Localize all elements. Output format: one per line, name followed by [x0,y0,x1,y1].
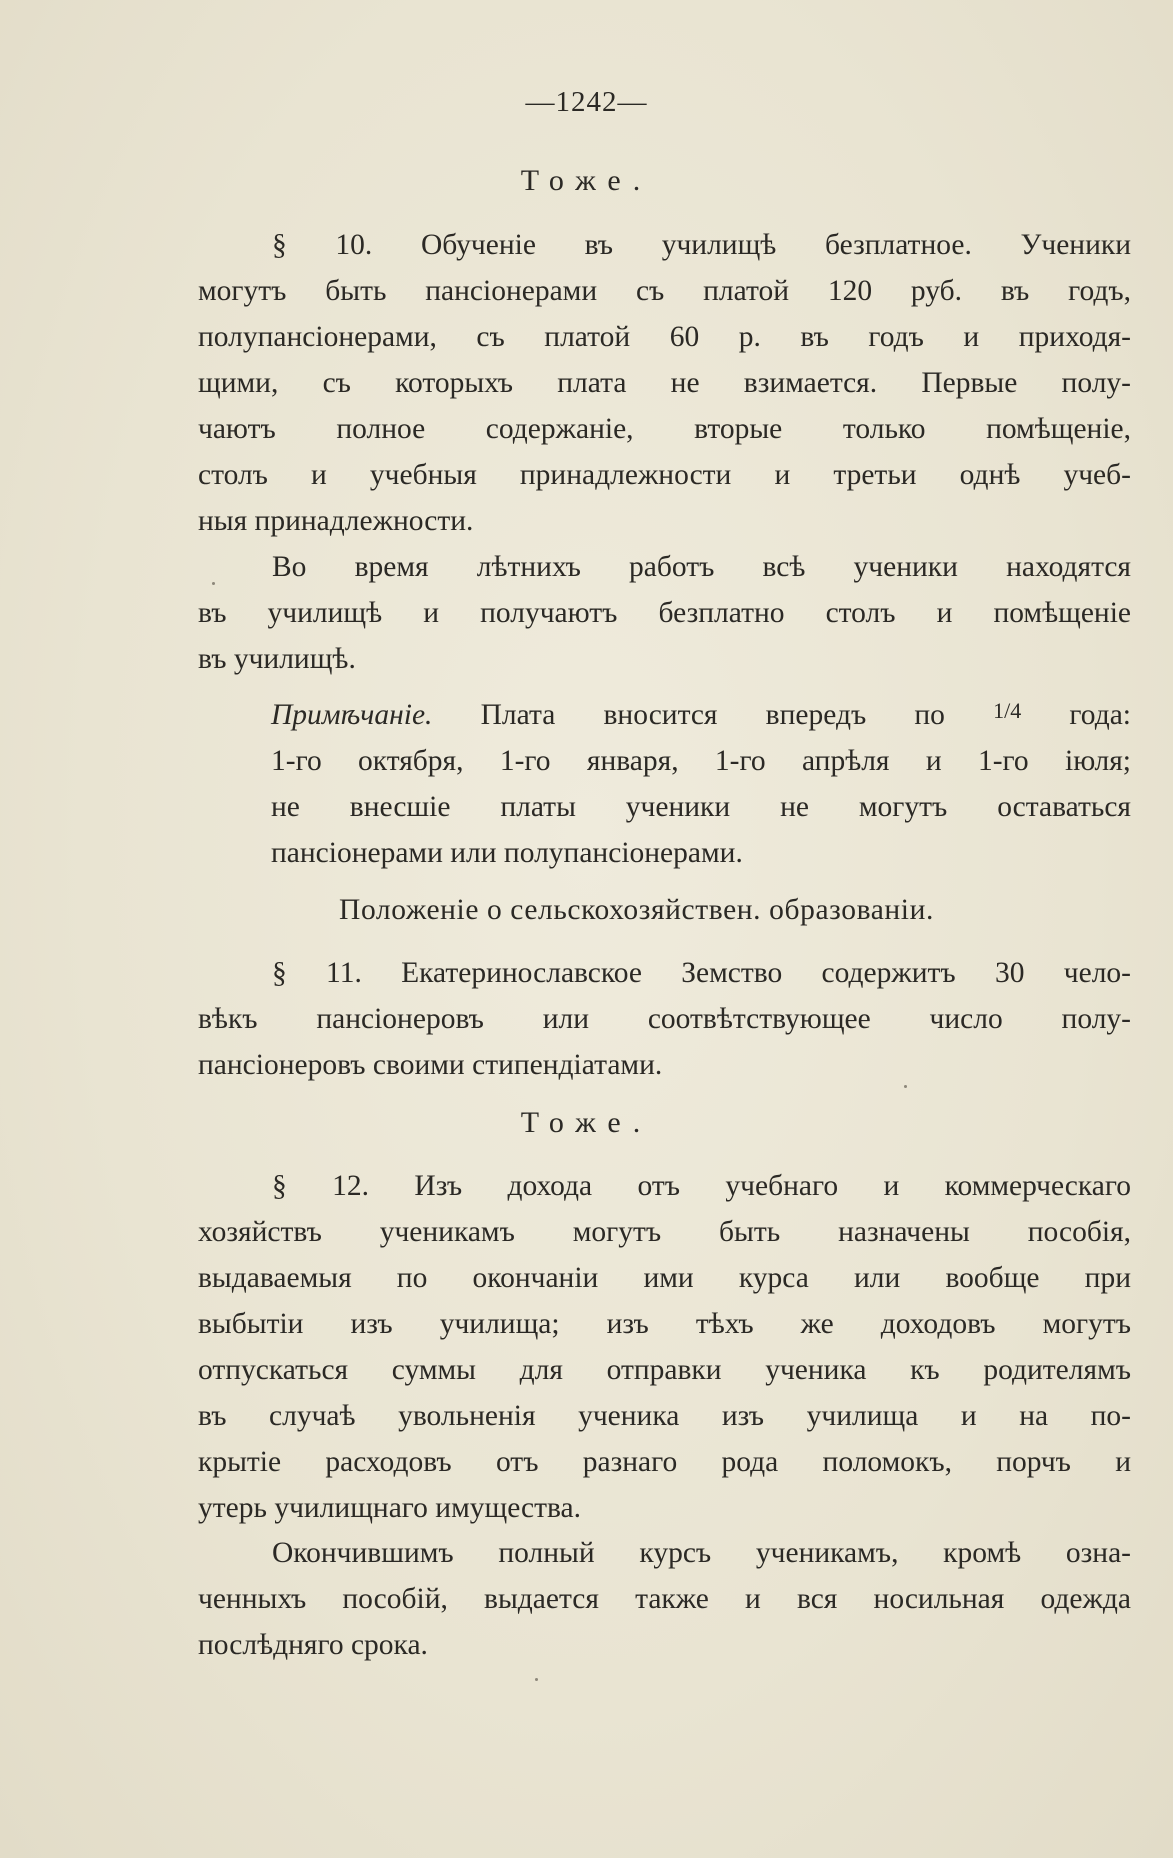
note-text: года: [1021,699,1131,731]
paper-speck [535,1678,538,1681]
heading-same-2: Тоже. [520,1106,653,1139]
paper-speck [904,1085,907,1088]
text-line: пансіонерами или полупансіонерами. [271,837,743,869]
text-line: хозяйствъ ученикамъ могутъ быть назначены пособія, [198,1216,1131,1248]
paper-speck [212,582,215,585]
note-first-line [271,688,1131,738]
text-line: въ случаѣ увольненія ученика изъ училища и на по- [198,1400,1131,1432]
text-line: въ училищѣ. [198,643,356,675]
text-line: въ училищѣ и получаютъ безплатно столъ и помѣщеніе [198,597,1131,629]
paragraph-summer-work [198,544,1131,682]
text-line: щими, съ которыхъ плата не взимается. Первые полу- [198,367,1131,399]
paragraph-section-10 [198,222,1131,544]
text-line: § 11. Екатеринославское Земство содержитъ 30 чело- [272,957,1131,989]
text-line: вѣкъ пансіонеровъ или соотвѣтствующее число полу- [198,1003,1131,1035]
fraction-quarter: 1/4 [993,698,1022,723]
section-title: Положеніе о сельскохозяйствен. образованіи. [339,894,934,926]
text-line: послѣдняго срока. [198,1629,428,1661]
text-line: Окончившимъ полный курсъ ученикамъ, кромѣ озна- [272,1537,1131,1569]
paragraph-section-12 [198,1163,1131,1531]
text-line: ныя принадлежности. [198,505,474,537]
text-line: Во время лѣтнихъ работъ всѣ ученики находятся [272,551,1131,583]
note-text: Плата вносится впередъ по [432,699,994,731]
heading-same-1: Тоже. [520,164,653,197]
text-line: утерь училищнаго имущества. [198,1492,582,1524]
text-line: столъ и учебныя принадлежности и третьи однѣ учеб- [198,459,1131,491]
text-line: пансіонеровъ своими стипендіатами. [198,1049,663,1081]
paragraph-final [198,1530,1131,1668]
text-line: полупансіонерами, съ платой 60 р. въ годъ и приходя- [198,321,1131,353]
text-line: § 12. Изъ дохода отъ учебнаго и коммерческаго [272,1170,1131,1202]
text-line: могутъ быть пансіонерами съ платой 120 руб. въ годъ, [198,275,1131,307]
paragraph-section-11 [198,950,1131,1088]
text-line: § 10. Обученіе въ училищѣ безплатное. Ученики [272,229,1131,261]
text-line: не внесшіе платы ученики не могутъ оставаться [271,791,1131,823]
text-line: чаютъ полное содержаніе, вторые только помѣщеніе, [198,413,1131,445]
text-line: 1-го октября, 1-го января, 1-го апрѣля и 1-го іюля; [271,745,1131,777]
text-line: отпускаться суммы для отправки ученика къ родителямъ [198,1354,1131,1386]
text-line: выбытіи изъ училища; изъ тѣхъ же доходовъ могутъ [198,1308,1131,1340]
text-line: выдаваемыя по окончаніи ими курса или вообще при [198,1262,1131,1294]
page-number: —1242— [525,86,648,118]
note-label: Примѣчаніе. [271,699,433,731]
note-block [271,688,1131,876]
text-line: ченныхъ пособій, выдается также и вся носильная одежда [198,1583,1131,1615]
text-line: крытіе расходовъ отъ разнаго рода поломокъ, порчъ и [198,1446,1131,1478]
